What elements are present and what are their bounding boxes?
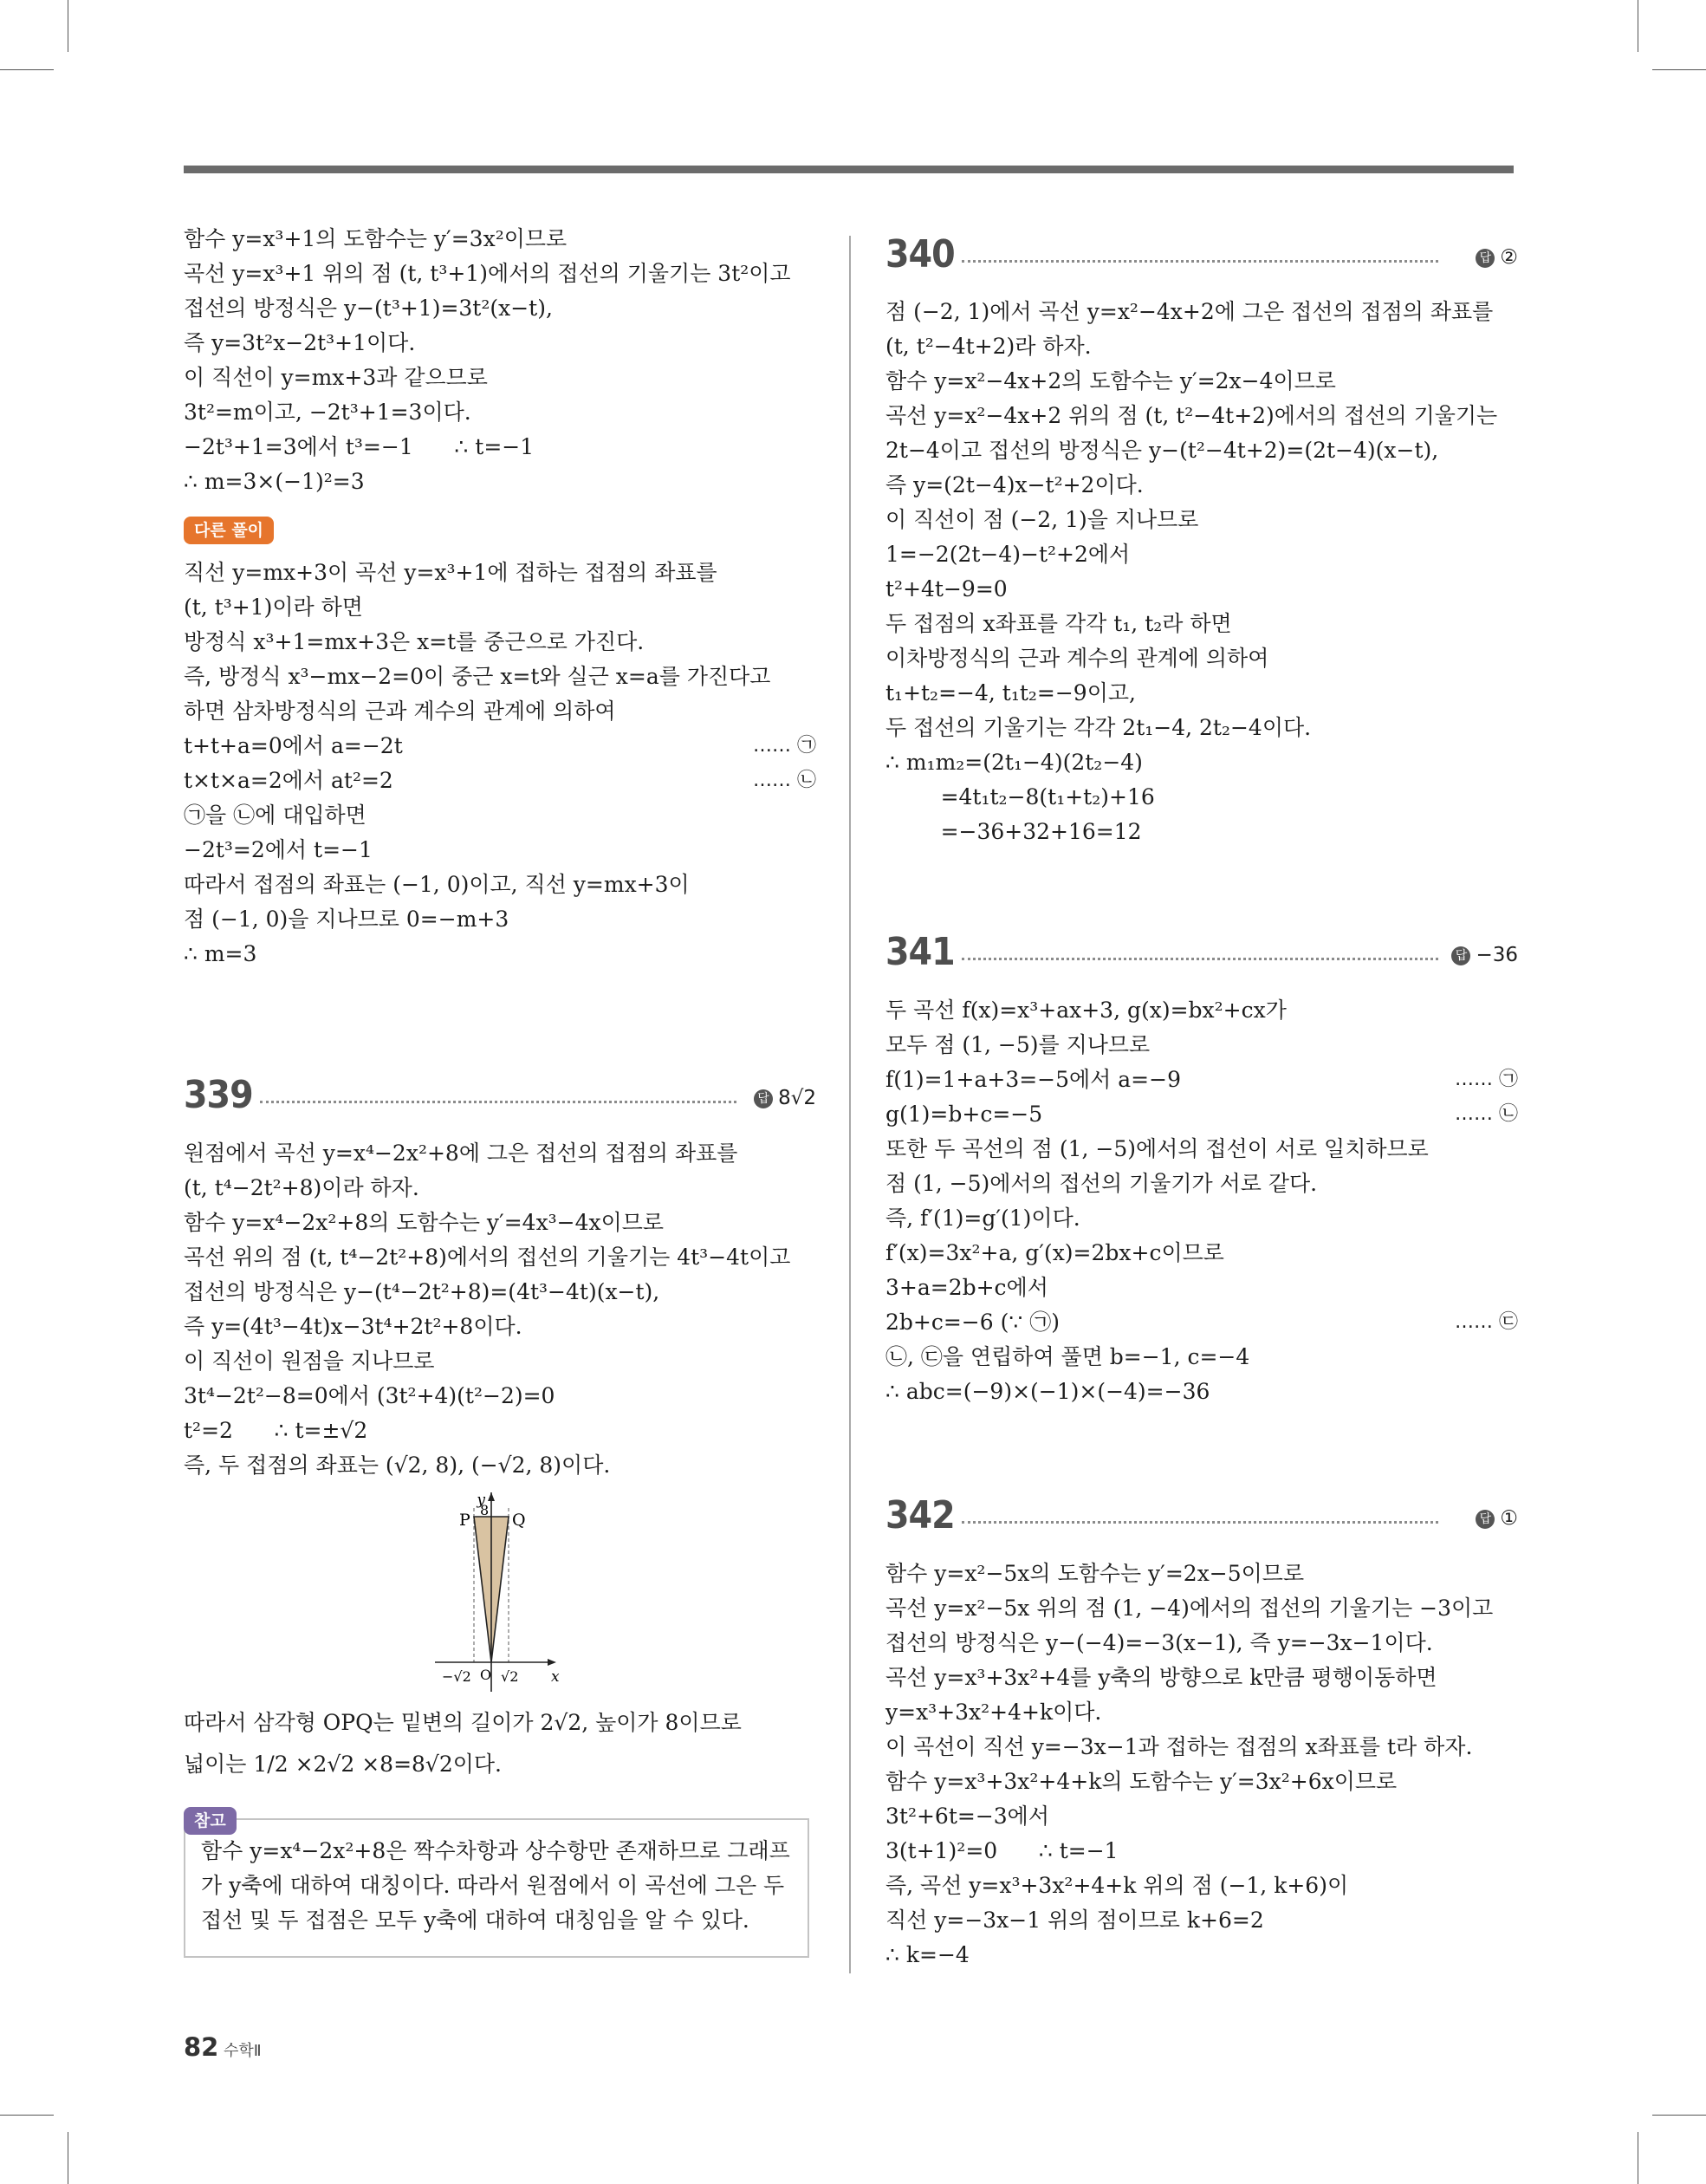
- subject-label: 수학Ⅱ: [224, 2042, 262, 2060]
- text-line: ∴ m=3: [184, 941, 257, 966]
- text-line: 원점에서 곡선 y=x⁴−2x²+8에 그은 접선의 접점의 좌표를: [184, 1141, 738, 1166]
- text-line: 2b+c=−6 (∵ ㉠): [885, 1310, 1060, 1335]
- text-line: f′(x)=3x²+a, g′(x)=2bx+c이므로: [885, 1240, 1224, 1265]
- page-number: 82: [184, 2032, 219, 2062]
- note-line: 함수 y=x⁴−2x²+8은 짝수차항과 상수항만 존재하므로 그래프: [201, 1838, 790, 1863]
- equation-marker: …… ㉠: [1455, 1069, 1518, 1090]
- equation-marker: …… ㉠: [753, 735, 816, 757]
- text-line: t²=2 ∴ t=±√2: [184, 1418, 368, 1443]
- text-line: 이차방정식의 근과 계수의 관계에 의하여: [885, 646, 1269, 671]
- text-line: 즉 y=(2t−4)x−t²+2이다.: [885, 472, 1144, 497]
- text-line: ∴ m₁m₂=(2t₁−4)(2t₂−4): [885, 750, 1143, 775]
- text-line: −2t³+1=3에서 t³=−1 ∴ t=−1: [184, 434, 535, 459]
- note-line: 가 y축에 대하여 대칭이다. 따라서 원점에서 이 곡선에 그은 두: [201, 1873, 785, 1898]
- text-line: 직선 y=mx+3이 곡선 y=x³+1에 접하는 접점의 좌표를: [184, 560, 717, 585]
- text-line: 곡선 y=x³+3x²+4를 y축의 방향으로 k만큼 평행이동하면: [885, 1665, 1437, 1690]
- problem-header-341: [885, 928, 1518, 980]
- dotted-leader: [962, 1521, 1438, 1524]
- text-line: 접선의 방정식은 y−(t³+1)=3t²(x−t),: [184, 296, 553, 321]
- origin-label: O: [480, 1667, 492, 1683]
- text-line: 함수 y=x²−5x의 도함수는 y′=2x−5이므로: [885, 1561, 1305, 1586]
- equation-marker: …… ㉡: [1455, 1103, 1518, 1125]
- answer-icon: 답: [1451, 946, 1470, 965]
- text-line: 2t−4이고 접선의 방정식은 y−(t²−4t+2)=(2t−4)(x−t),: [885, 438, 1439, 463]
- note-line: 접선 및 두 접점은 모두 y축에 대하여 대칭임을 알 수 있다.: [201, 1908, 749, 1933]
- text-line: ㉡, ㉢을 연립하여 풀면 b=−1, c=−4: [885, 1344, 1250, 1369]
- text-line: 이 직선이 원점을 지나므로: [184, 1349, 435, 1374]
- text-line: (t, t³+1)이라 하면: [184, 595, 363, 620]
- answer-value: ①: [1500, 1507, 1518, 1530]
- neg-root2-label: −√2: [442, 1668, 471, 1685]
- text-line: 곡선 y=x²−4x+2 위의 점 (t, t²−4t+2)에서의 접선의 기울기는: [885, 403, 1498, 428]
- problem-number: 342: [885, 1493, 955, 1537]
- text-line: 곡선 y=x²−5x 위의 점 (1, −4)에서의 접선의 기울기는 −3이고: [885, 1596, 1494, 1621]
- y-axis-label: y: [477, 1492, 485, 1509]
- text-line: 함수 y=x⁴−2x²+8의 도함수는 y′=4x³−4x이므로: [184, 1210, 665, 1235]
- alt-solution-tag: 다른 풀이: [184, 517, 274, 544]
- problem-number: 341: [885, 930, 955, 974]
- crop-mark: [0, 69, 54, 70]
- answer-icon: 답: [754, 1089, 773, 1108]
- text-line: 즉, f′(1)=g′(1)이다.: [885, 1206, 1080, 1231]
- text-line: 두 곡선 f(x)=x³+ax+3, g(x)=bx²+cx가: [885, 998, 1287, 1023]
- text-line: t×t×a=2에서 at²=2: [184, 768, 393, 793]
- text-line: 접선의 방정식은 y−(t⁴−2t²+8)=(4t³−4t)(x−t),: [184, 1279, 660, 1304]
- text-line: 3t²+6t=−3에서: [885, 1804, 1049, 1829]
- text-line: 곡선 위의 점 (t, t⁴−2t²+8)에서의 접선의 기울기는 4t³−4t이고: [184, 1245, 791, 1270]
- text-line: 3t⁴−2t²−8=0에서 (3t²+4)(t²−2)=0: [184, 1383, 555, 1408]
- text-line: 하면 삼차방정식의 근과 계수의 관계에 의하여: [184, 699, 616, 724]
- column-divider: [849, 236, 851, 1973]
- text-line: 두 접점의 x좌표를 각각 t₁, t₂라 하면: [885, 611, 1232, 636]
- text-line: ∴ m=3×(−1)²=3: [184, 469, 365, 494]
- text-line: 점 (1, −5)에서의 접선의 기울기가 서로 같다.: [885, 1171, 1318, 1196]
- crop-mark: [0, 2115, 54, 2116]
- text-line: (t, t²−4t+2)라 하자.: [885, 334, 1092, 359]
- text-line: 즉, 곡선 y=x³+3x²+4+k 위의 점 (−1, k+6)이: [885, 1873, 1349, 1898]
- dotted-leader: [962, 958, 1438, 960]
- text-line: 즉 y=3t²x−2t³+1이다.: [184, 330, 416, 355]
- problem-header-339: [184, 1071, 816, 1123]
- equation-marker: …… ㉢: [1455, 1311, 1518, 1333]
- text-line: 넓이는 1/2 ×2√2 ×8=8√2이다.: [184, 1752, 503, 1777]
- text-line: g(1)=b+c=−5: [885, 1102, 1043, 1127]
- text-line: 함수 y=x³+3x²+4+k의 도함수는 y′=3x²+6x이므로: [885, 1769, 1398, 1794]
- answer-label: [1451, 940, 1518, 970]
- pos-root2-label: √2: [501, 1668, 519, 1685]
- answer-value: 8√2: [778, 1087, 816, 1109]
- text-line: ㉠을 ㉡에 대입하면: [184, 803, 366, 828]
- problem-header-342: [885, 1492, 1518, 1544]
- x-axis-label: x: [551, 1668, 560, 1686]
- text-line: t₁+t₂=−4, t₁t₂=−9이고,: [885, 680, 1136, 705]
- text-line: 3+a=2b+c에서: [885, 1275, 1048, 1300]
- answer-label: [1476, 1504, 1518, 1533]
- height-label: 8: [480, 1502, 490, 1518]
- text-line: 3(t+1)²=0 ∴ t=−1: [885, 1838, 1119, 1863]
- text-line: 이 직선이 점 (−2, 1)을 지나므로: [885, 507, 1199, 532]
- text-line: 점 (−2, 1)에서 곡선 y=x²−4x+2에 그은 접선의 접점의 좌표를: [885, 299, 1494, 324]
- answer-icon: 답: [1476, 249, 1495, 268]
- answer-value: ②: [1500, 246, 1518, 269]
- answer-icon: 답: [1476, 1510, 1495, 1529]
- text-line: 이 곡선이 직선 y=−3x−1과 접하는 접점의 x좌표를 t라 하자.: [885, 1734, 1473, 1759]
- text-line: =−36+32+16=12: [885, 819, 1142, 844]
- text-line: =4t₁t₂−8(t₁+t₂)+16: [885, 784, 1155, 809]
- crop-mark: [1652, 2115, 1706, 2116]
- crop-mark: [1652, 69, 1706, 70]
- text-line: 접선의 방정식은 y−(−4)=−3(x−1), 즉 y=−3x−1이다.: [885, 1630, 1433, 1655]
- text-line: 모두 점 (1, −5)를 지나므로: [885, 1032, 1151, 1057]
- text-line: 직선 y=−3x−1 위의 점이므로 k+6=2: [885, 1908, 1264, 1933]
- text-line: (t, t⁴−2t²+8)이라 하자.: [184, 1175, 419, 1200]
- text-line: t²+4t−9=0: [885, 576, 1008, 601]
- text-line: 함수 y=x²−4x+2의 도함수는 y′=2x−4이므로: [885, 368, 1336, 393]
- answer-label: [754, 1083, 816, 1113]
- text-line: 이 직선이 y=mx+3과 같으므로: [184, 365, 488, 390]
- answer-value: −36: [1476, 944, 1518, 966]
- text-line: 1=−2(2t−4)−t²+2에서: [885, 542, 1131, 567]
- equation-marker: …… ㉡: [753, 770, 816, 791]
- text-line: 두 접선의 기울기는 각각 2t₁−4, 2t₂−4이다.: [885, 715, 1312, 740]
- text-line: 따라서 접점의 좌표는 (−1, 0)이고, 직선 y=mx+3이: [184, 872, 690, 897]
- text-line: 곡선 y=x³+1 위의 점 (t, t³+1)에서의 접선의 기울기는 3t²이고: [184, 261, 791, 286]
- text-line: 즉, 두 접점의 좌표는 (√2, 8), (−√2, 8)이다.: [184, 1453, 611, 1478]
- point-q-label: Q: [512, 1511, 526, 1530]
- note-tag: 참고: [184, 1807, 237, 1835]
- text-line: 즉 y=(4t³−4t)x−3t⁴+2t²+8이다.: [184, 1314, 522, 1339]
- text-line: 3t²=m이고, −2t³+1=3이다.: [184, 400, 471, 425]
- text-line: 따라서 삼각형 OPQ는 밑변의 길이가 2√2, 높이가 8이므로: [184, 1710, 742, 1735]
- text-line: 즉, 방정식 x³−mx−2=0이 중근 x=t와 실근 x=a를 가진다고: [184, 664, 771, 689]
- point-p-label: P: [459, 1511, 470, 1530]
- dotted-leader: [260, 1101, 736, 1103]
- problem-number: 340: [885, 232, 955, 276]
- text-line: 또한 두 곡선의 점 (1, −5)에서의 접선이 서로 일치하므로: [885, 1136, 1429, 1161]
- header-bar: [184, 166, 1514, 173]
- text-line: y=x³+3x²+4+k이다.: [885, 1700, 1102, 1725]
- answer-label: [1476, 243, 1518, 272]
- text-line: 방정식 x³+1=mx+3은 x=t를 중근으로 가진다.: [184, 629, 645, 654]
- triangle-figure: [426, 1492, 560, 1697]
- text-line: ∴ k=−4: [885, 1942, 970, 1967]
- problem-header-340: [885, 231, 1518, 283]
- text-line: 함수 y=x³+1의 도함수는 y′=3x²이므로: [184, 226, 568, 251]
- text-line: 점 (−1, 0)을 지나므로 0=−m+3: [184, 907, 509, 932]
- text-line: f(1)=1+a+3=−5에서 a=−9: [885, 1067, 1181, 1092]
- text-line: t+t+a=0에서 a=−2t: [184, 733, 403, 758]
- text-line: ∴ abc=(−9)×(−1)×(−4)=−36: [885, 1379, 1210, 1404]
- text-line: −2t³=2에서 t=−1: [184, 837, 373, 862]
- dotted-leader: [962, 260, 1438, 263]
- problem-number: 339: [184, 1073, 253, 1117]
